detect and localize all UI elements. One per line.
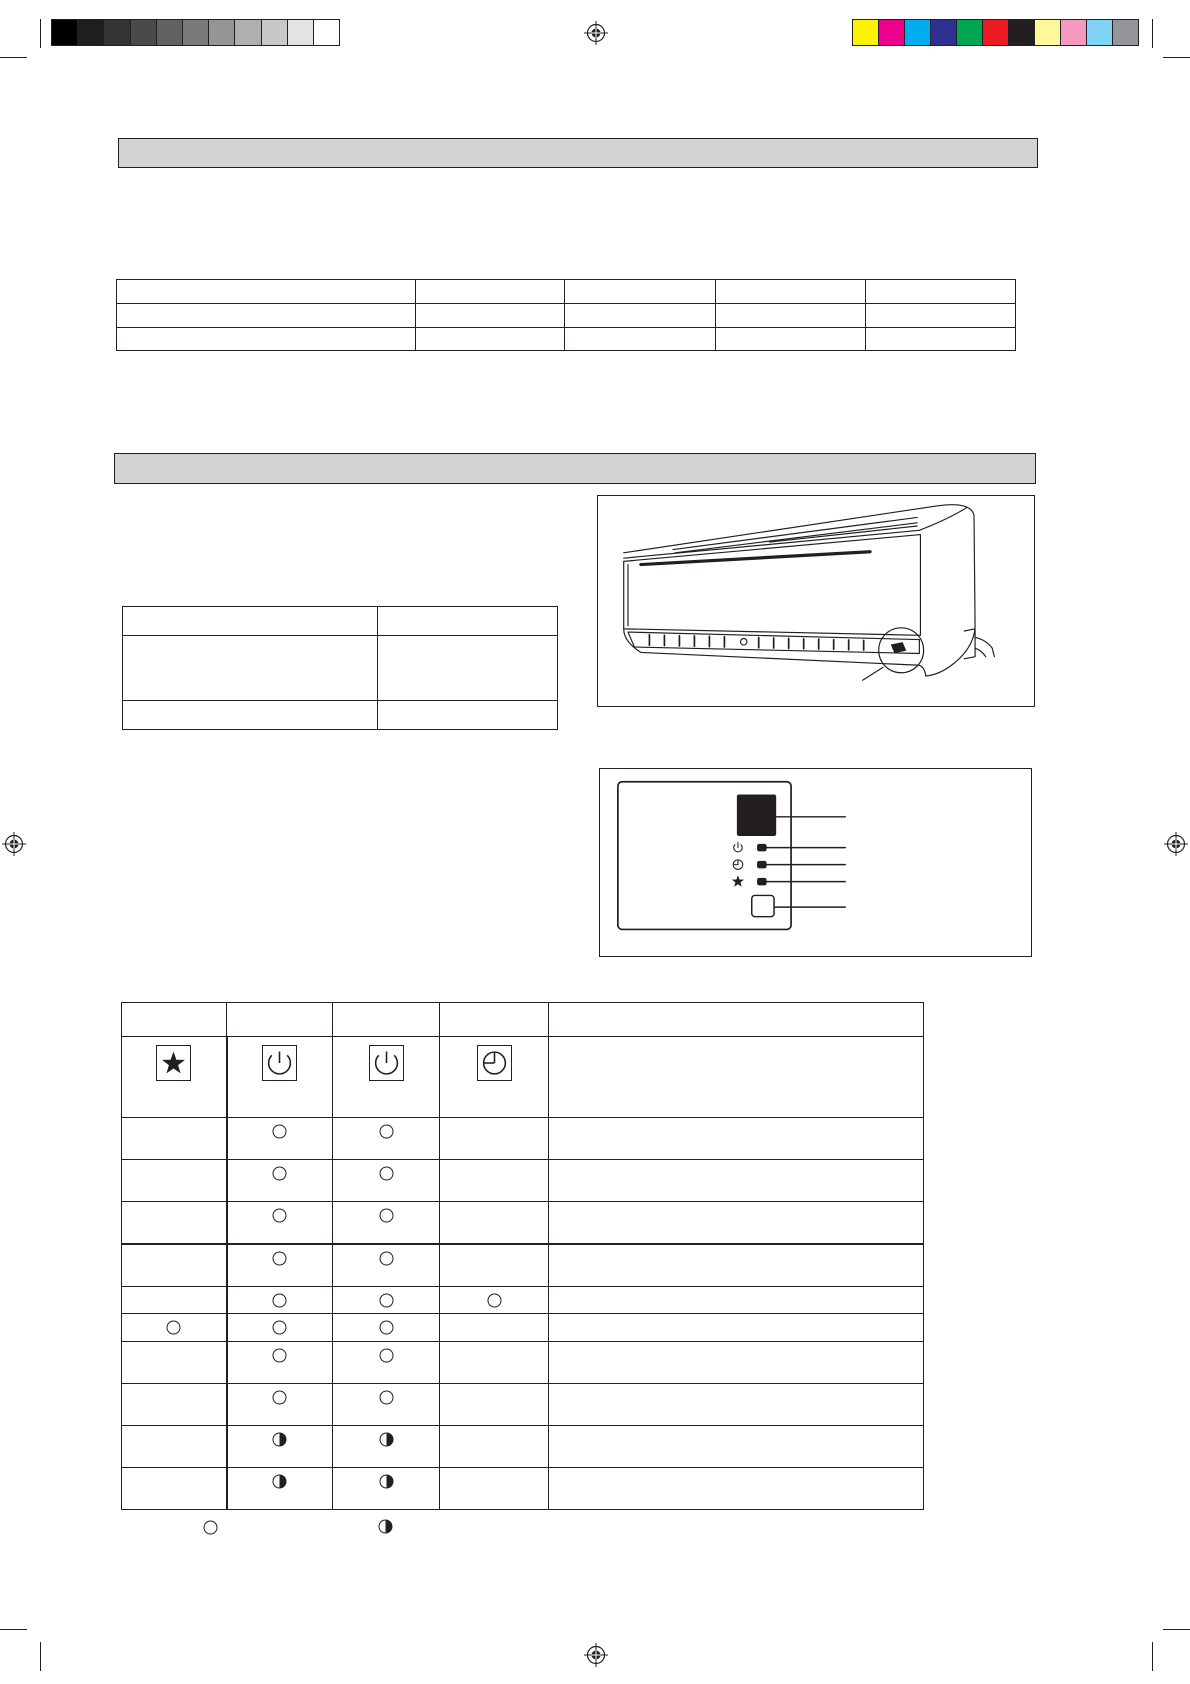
indicator-table-cell [122,1426,227,1468]
half-filled-circle-icon [272,1432,287,1447]
color-swatch [931,20,957,45]
indicator-table-cell [549,1202,924,1244]
color-swatch [1061,20,1087,45]
open-circle-icon [379,1251,394,1266]
indicator-table-cell [440,1244,549,1287]
info-table-row [123,636,558,701]
indicator-table-cell [122,1202,227,1244]
indicator-table-cell [440,1287,549,1314]
timer-indicator-lamp [757,861,767,868]
grayscale-swatch [314,20,339,45]
indicator-table-cell [227,1244,333,1287]
indicator-table-cell [122,1468,227,1510]
power-icon [262,1045,297,1081]
registration-target-icon [584,1643,608,1667]
indicator-table-cell [440,1468,549,1510]
legend-half-filled-circle-icon [378,1519,393,1534]
indicator-table-cell [440,1003,549,1037]
indicator-table-cell [227,1314,333,1342]
indicator-table-cell [549,1342,924,1384]
half-filled-circle-icon [379,1432,394,1447]
callout-leader-lines [767,817,846,907]
indicator-table-cell [227,1003,333,1037]
info-table-cell [378,701,558,730]
indicator-table-cell [440,1314,549,1342]
indicator-table-cell [549,1118,924,1160]
grayscale-swatch [157,20,183,45]
grayscale-swatch [104,20,130,45]
spec-table-cell [565,304,716,328]
indicator-table-cell [549,1468,924,1510]
indicator-table-cell [549,1426,924,1468]
indicator-table-cell [227,1160,333,1202]
grayscale-swatch [288,20,314,45]
indicator-table-row [122,1287,924,1314]
grayscale-swatch [131,20,157,45]
spec-table [116,279,1016,351]
indicator-table-cell [333,1314,440,1342]
indicator-table-row [122,1314,924,1342]
open-circle-icon [487,1293,502,1308]
registration-target-icon [2,832,26,856]
indicator-table-cell [122,1384,227,1426]
indicator-table-cell [122,1118,227,1160]
indicator-table-cell [549,1003,924,1037]
indicator-table-cell [440,1384,549,1426]
registration-target-icon [584,21,608,45]
indicator-table-cell [333,1384,440,1426]
indicator-table-cell [333,1244,440,1287]
crop-mark [1163,57,1190,58]
indicator-table-cell [549,1244,924,1287]
indicator-table-row [122,1118,924,1160]
open-circle-icon [379,1166,394,1181]
indicator-table-header-row [122,1003,924,1037]
info-table-row [123,701,558,730]
half-filled-circle-icon [272,1474,287,1489]
display-panel-figure [599,768,1032,957]
color-swatch [957,20,983,45]
spec-table-cell [117,304,416,328]
spec-table-row [117,280,1016,304]
indicator-table-row [122,1160,924,1202]
indicator-table-cell [122,1244,227,1287]
grayscale-swatch [209,20,235,45]
indicator-table-row [122,1244,924,1287]
indicator-table-cell [549,1384,924,1426]
indicator-table-cell [440,1037,549,1118]
indicator-table-cell [333,1426,440,1468]
grayscale-swatch [183,20,209,45]
indicator-table-cell [227,1468,333,1510]
crop-mark [1152,19,1153,48]
indicator-table-cell [333,1003,440,1037]
indicator-table-cell [122,1160,227,1202]
front-panel [624,535,921,636]
spec-table-cell [716,280,866,304]
indicator-table [121,1002,924,1510]
star-icon [156,1045,191,1081]
grayscale-swatch [235,20,261,45]
crop-mark [40,1642,41,1671]
indicator-table-row [122,1202,924,1244]
indicator-table-cell [549,1287,924,1314]
indicator-table-cell [122,1314,227,1342]
open-circle-icon [272,1166,287,1181]
info-table-row [123,607,558,636]
spec-table-cell [565,280,716,304]
indicator-table-cell [333,1202,440,1244]
grayscale-color-bar [51,19,340,46]
open-circle-icon [379,1390,394,1405]
spec-table-cell [716,328,866,351]
spec-table-cell [866,304,1016,328]
spec-table-cell [117,280,416,304]
indicator-table-row [122,1426,924,1468]
open-circle-icon [272,1251,287,1266]
indoor-unit-figure [597,495,1035,707]
spec-table-cell [866,328,1016,351]
panel-button-icon [752,895,774,916]
indicator-table-row [122,1384,924,1426]
info-table [122,606,558,730]
open-circle-icon [272,1293,287,1308]
indicator-table-row [122,1342,924,1384]
indicator-table-row [122,1468,924,1510]
color-swatch [1113,20,1138,45]
open-circle-icon [166,1320,181,1335]
registration-target-icon [1164,832,1188,856]
open-circle-icon [379,1293,394,1308]
display-window [737,795,776,836]
grayscale-swatch [78,20,104,45]
color-swatch [1035,20,1061,45]
spec-table-cell [416,280,565,304]
timer-icon [733,860,743,870]
indicator-table-cell [227,1037,333,1118]
indicator-table-cell [440,1342,549,1384]
info-table-cell [123,636,378,701]
open-circle-icon [272,1124,287,1139]
power-icon [734,842,743,852]
open-circle-icon [379,1320,394,1335]
indicator-table-cell [333,1118,440,1160]
indicator-table-cell [440,1426,549,1468]
indicator-table-cell [333,1342,440,1384]
indicator-table-cell [440,1160,549,1202]
indicator-table-cell [440,1202,549,1244]
power-indicator-lamp [757,844,767,851]
power-icon [369,1045,404,1081]
crop-mark [40,19,41,48]
indicator-table-cell [227,1384,333,1426]
indicator-table-cell [227,1426,333,1468]
color-swatch [1009,20,1035,45]
indicator-table-cell [122,1003,227,1037]
indicator-table-cell [227,1118,333,1160]
star-icon [732,875,744,887]
grayscale-swatch [52,20,78,45]
section-heading-bar [114,453,1036,484]
crop-mark [0,57,27,58]
spec-table-cell [716,304,866,328]
indicator-table-cell [227,1202,333,1244]
spec-table-row [117,304,1016,328]
open-circle-icon [379,1348,394,1363]
color-swatch [853,20,879,45]
half-filled-circle-icon [379,1474,394,1489]
star-indicator-lamp [757,878,767,885]
crop-mark [1152,1642,1153,1671]
color-swatch [983,20,1009,45]
info-table-cell [123,701,378,730]
indicator-table-cell [333,1287,440,1314]
indicator-table-cell [333,1037,440,1118]
info-table-cell [378,636,558,701]
refrigerant-pipe [964,629,994,659]
section-heading-bar [118,138,1038,168]
indicator-table-icon-row [122,1037,924,1118]
open-circle-icon [272,1320,287,1335]
indicator-table-cell [333,1468,440,1510]
indicator-table-cell [333,1160,440,1202]
indicator-table-cell [549,1160,924,1202]
timer-icon [477,1045,512,1081]
louver-swing-knob [740,638,746,644]
indicator-table-cell [549,1037,924,1118]
callout-leader-line [863,667,883,680]
legend-open-circle-icon [203,1520,218,1535]
color-swatch [1087,20,1113,45]
indicator-table-cell [227,1342,333,1384]
indicator-table-cell [549,1314,924,1342]
indicator-table-cell [122,1287,227,1314]
spec-table-cell [416,328,565,351]
indicator-table-cell [122,1037,227,1118]
process-color-bar [852,19,1139,46]
open-circle-icon [379,1124,394,1139]
color-swatch [905,20,931,45]
spec-table-cell [416,304,565,328]
spec-table-cell [117,328,416,351]
indoor-unit-illustration [624,505,995,681]
open-circle-icon [272,1390,287,1405]
open-circle-icon [272,1208,287,1223]
indicator-table-cell [227,1287,333,1314]
open-circle-icon [272,1348,287,1363]
spec-table-cell [565,328,716,351]
crop-mark [0,1629,27,1630]
info-table-cell [123,607,378,636]
grayscale-swatch [262,20,288,45]
open-circle-icon [379,1208,394,1223]
color-swatch [879,20,905,45]
indicator-table-cell [440,1118,549,1160]
spec-table-cell [866,280,1016,304]
crop-mark [1163,1629,1190,1630]
spec-table-row [117,328,1016,351]
indicator-table-cell [122,1342,227,1384]
info-table-cell [378,607,558,636]
